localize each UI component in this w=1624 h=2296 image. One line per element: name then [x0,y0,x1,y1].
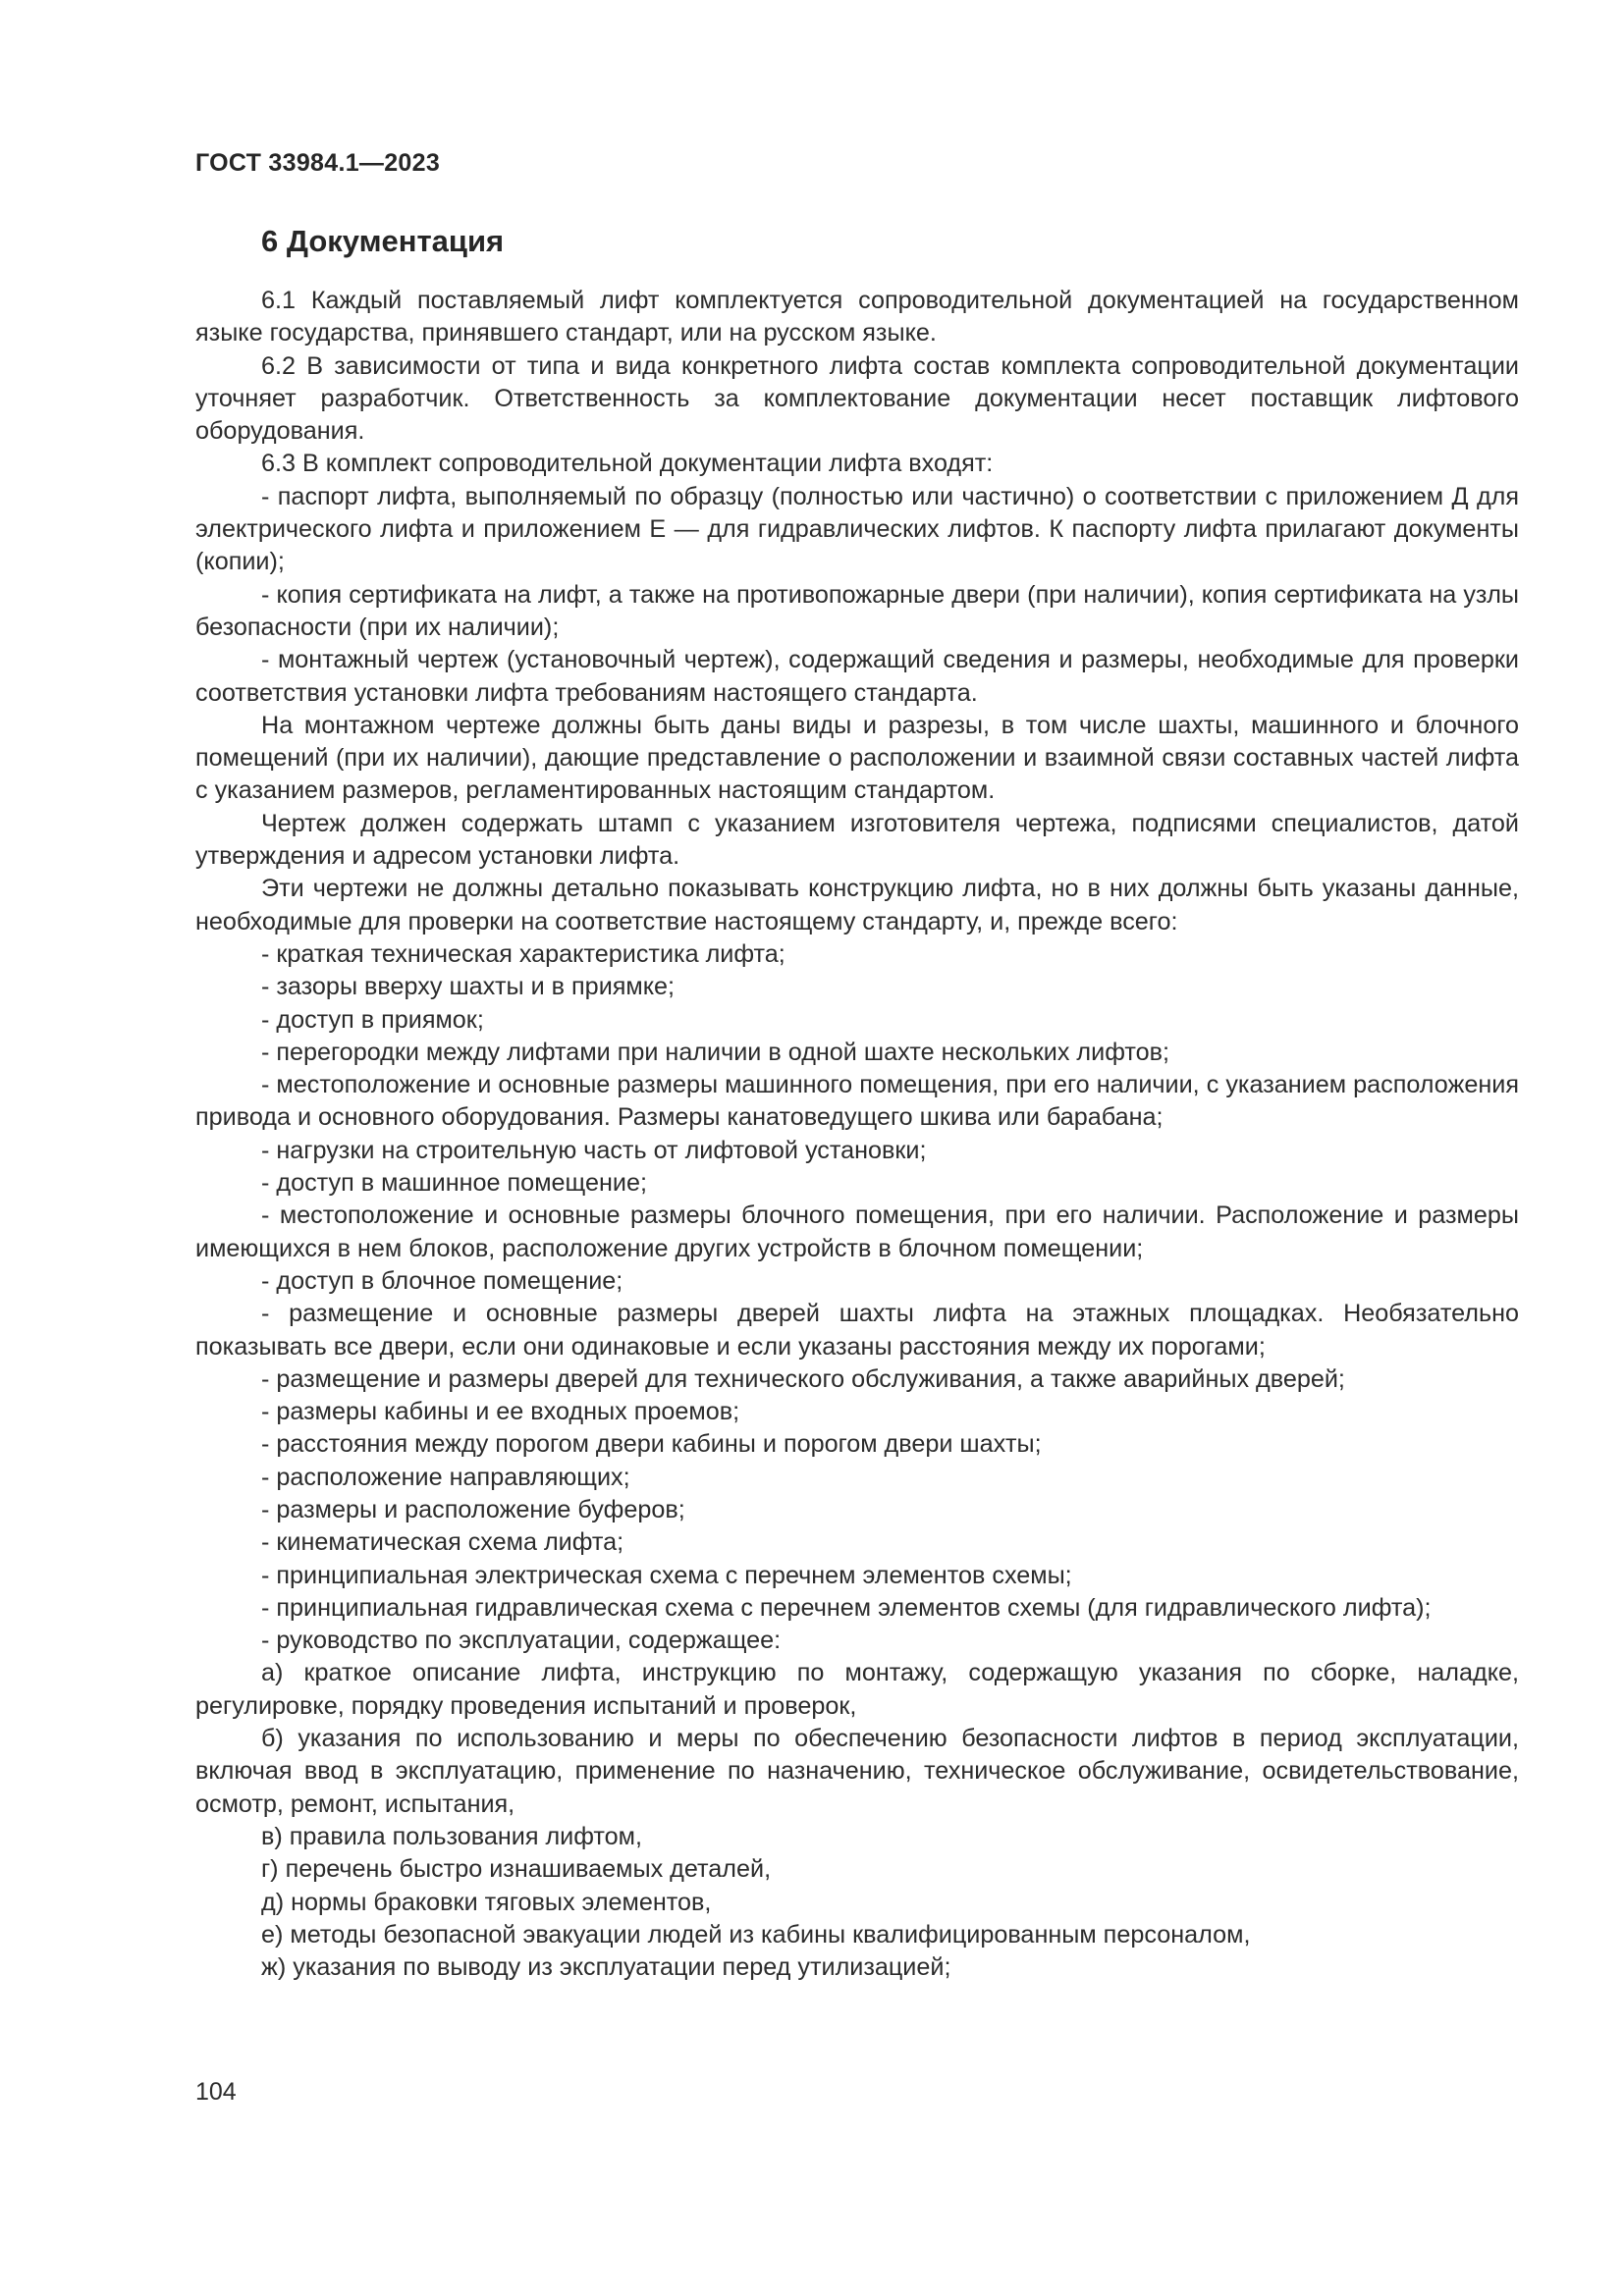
paragraph-drawing-stamp: Чертеж должен содержать штамп с указанием изготовителя чертежа, подписями специалистов, датой утверждения и адресом установки лифта. [195,809,1519,871]
list-item: - принципиальная гидравлическая схема с перечнем элементов схемы (для гидравлического лифта); [261,1593,1432,1622]
list-item-certificate: - копия сертификата на лифт, а также на противопожарные двери (при наличии), копия сертификата на узлы безопасности (при их наличии); [195,580,1519,641]
list-item: - перегородки между лифтами при наличии в одной шахте нескольких лифтов; [261,1038,1169,1066]
list-item-manual: - руководство по эксплуатации, содержащее: [261,1627,782,1655]
list-item: - местоположение и основные размеры машинного помещения, при его наличии, с указанием расположения привода и основного оборудования. Размеры канатоведущего шкива или барабана; [195,1071,1519,1132]
list-item: - доступ в блочное помещение; [261,1266,623,1295]
sub-item-g: г) перечень быстро изнашиваемых деталей, [261,1855,772,1884]
page-number: 104 [195,2078,237,2106]
sub-item-a: а) краткое описание лифта, инструкцию по монтажу, содержащую указания по сборке, наладке, регулировке, порядку проведения испытаний и проверок, [195,1659,1519,1720]
list-item: - принципиальная электрическая схема с перечнем элементов схемы; [261,1561,1072,1589]
list-item-installation-drawing: - монтажный чертеж (установочный чертеж), содержащий сведения и размеры, необходимые для проверки соответствия установки лифта требованиям настоящего стандарта. [195,646,1519,707]
list-item: - расположение направляющих; [261,1463,630,1491]
sub-item-b: б) указания по использованию и меры по обеспечению безопасности лифтов в период эксплуатации, включая ввод в эксплуатацию, применение по назначению, техническое обслуживание, освидетельствование, осмотр, ремонт, испытания, [195,1725,1519,1818]
list-item: - краткая техническая характеристика лифта; [261,939,785,968]
paragraph-drawing-data: Эти чертежи не должны детально показывать конструкцию лифта, но в них должны быть указаны данные, необходимые для проверки на соответствие настоящему стандарту, и, прежде всего: [195,875,1519,935]
list-item: - кинематическая схема лифта; [261,1528,624,1557]
sub-item-v: в) правила пользования лифтом, [261,1822,642,1850]
list-item: - расстояния между порогом двери кабины и порогом двери шахты; [261,1430,1042,1459]
list-item: - размеры и расположение буферов; [261,1495,685,1523]
list-item: - местоположение и основные размеры блочного помещения, при его наличии. Расположение и размеры имеющихся в нем блоков, расположение других устройств в блочном помещении; [195,1201,1519,1262]
section-body [195,285,1519,1984]
paragraph-6-3: 6.3 В комплект сопроводительной документации лифта входят: [261,450,994,478]
sub-item-d: д) нормы браковки тяговых элементов, [261,1888,712,1916]
sub-item-e: е) методы безопасной эвакуации людей из кабины квалифицированным персоналом, [261,1920,1251,1949]
section-title: 6 Документация [261,224,505,258]
list-item: - доступ в приямок; [261,1005,484,1034]
standard-designation: ГОСТ 33984.1—2023 [195,149,441,177]
paragraph-6-1: 6.1 Каждый поставляемый лифт комплектуется сопроводительной документацией на государственном языке государства, принявшего стандарт, или на русском языке. [195,287,1519,347]
list-item: - размеры кабины и ее входных проемов; [261,1398,740,1426]
list-item-passport: - паспорт лифта, выполняемый по образцу (полностью или частично) о соответствии с приложением Д для электрического лифта и приложением Е — для гидравлических лифтов. К паспорту лифта прилагают документы (копии); [195,482,1519,576]
list-item: - нагрузки на строительную часть от лифтовой установки; [261,1136,927,1164]
list-item: - доступ в машинное помещение; [261,1169,647,1198]
paragraph-6-2: 6.2 В зависимости от типа и вида конкретного лифта состав комплекта сопроводительной документации уточняет разработчик. Ответственность за комплектование документации несет поставщик лифтового оборудования. [195,351,1519,446]
list-item: - размещение и размеры дверей для технического обслуживания, а также аварийных дверей; [261,1364,1345,1393]
sub-item-zh: ж) указания по выводу из эксплуатации перед утилизацией; [261,1953,951,1982]
list-item: - зазоры вверху шахты и в приямке; [261,973,676,1001]
list-item: - размещение и основные размеры дверей шахты лифта на этажных площадках. Необязательно показывать все двери, если они одинаковые и если указаны расстояния между их порогами; [195,1300,1519,1361]
paragraph-drawing-views: На монтажном чертеже должны быть даны виды и разрезы, в том числе шахты, машинного и блочного помещений (при их наличии), дающие представление о расположении и взаимной связи составных частей лифта с указанием размеров, регламентированных настоящим стандартом. [195,711,1519,805]
